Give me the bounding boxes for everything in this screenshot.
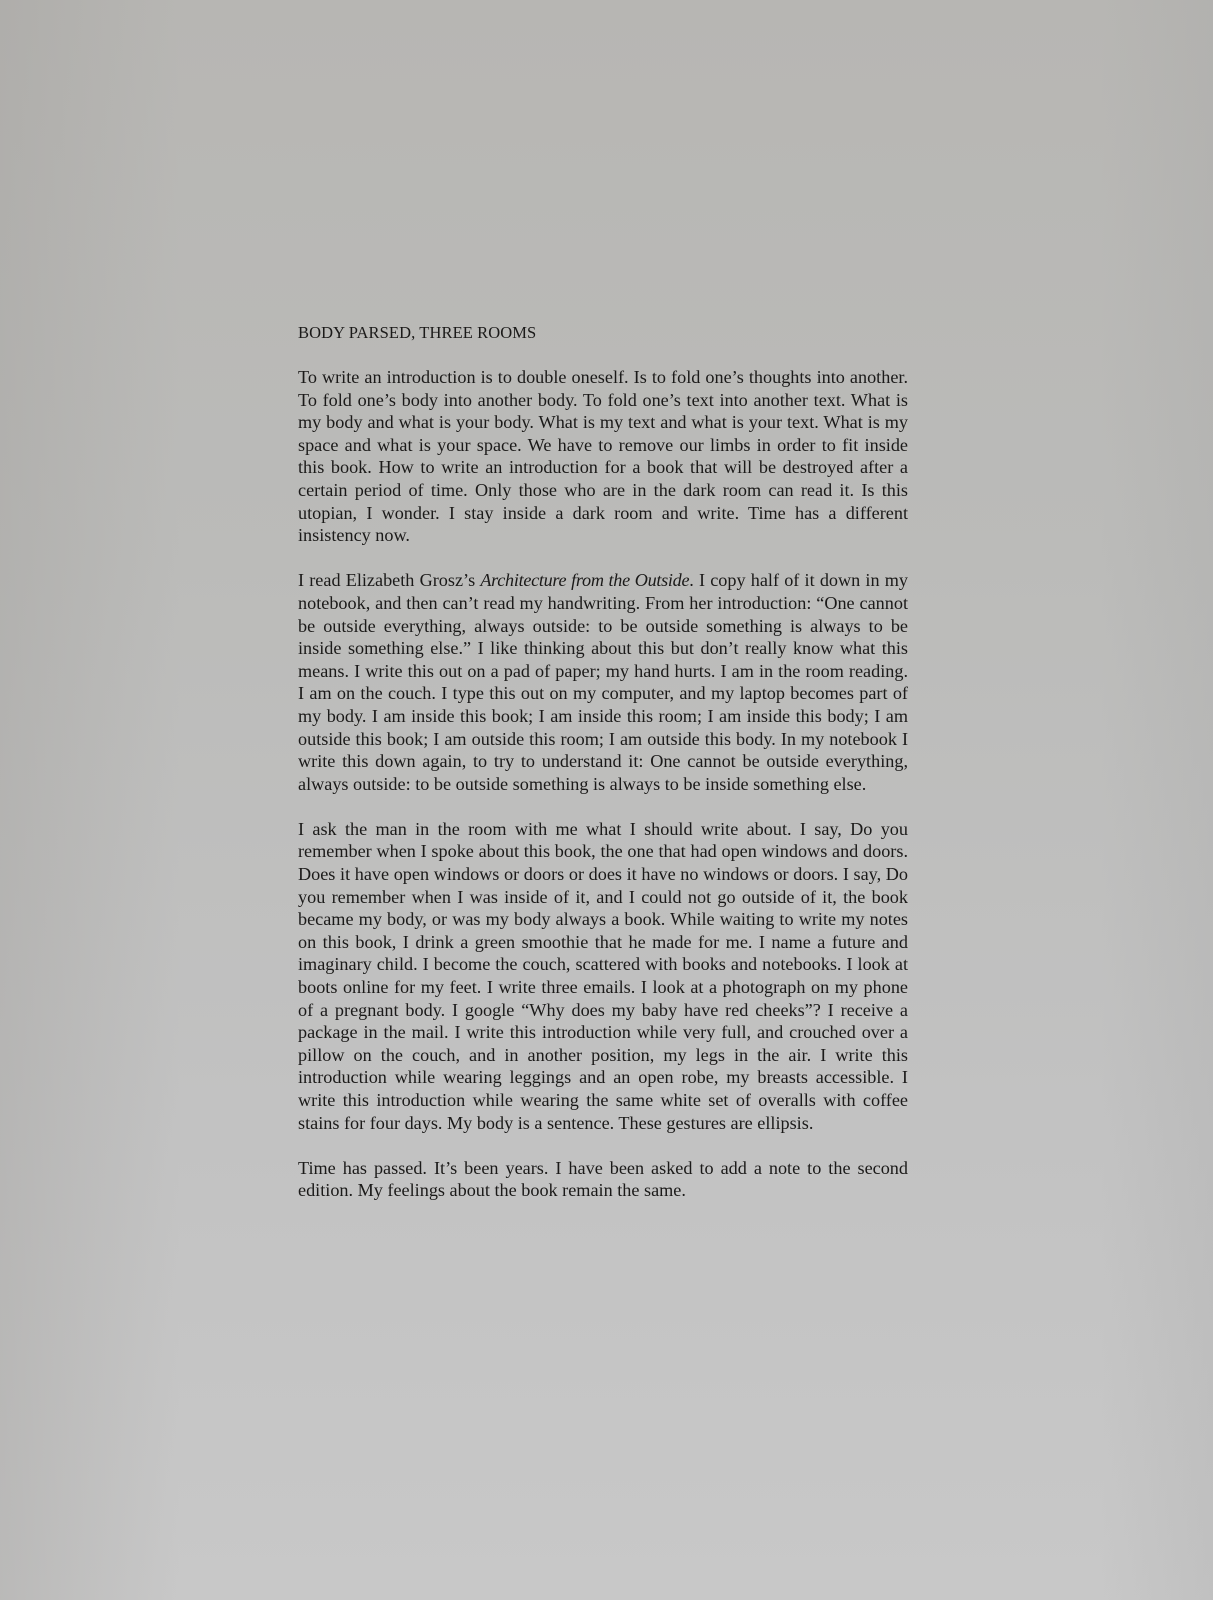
book-title-italic: Architecture from the Outside (480, 570, 690, 591)
paragraph-grosz-rest: . I copy half of it down in my notebook, and then can’t read my handwriting. From her introduction: “One cannot be outside everything, always outside: to be outside something is always to be inside something else.” I like thinking about this but don’t really know what this means. I write this out on a pad of paper; my hand hurts. I am in the room reading. I am on the couch. I type this out on my computer, and my laptop becomes part of my body. I am inside this book; I am inside this room; I am inside this body; I am outside this book; I am outside this room; I am outside this body. In my notebook I write this down again, to try to understand it: One cannot be outside everything, always outside: to be outside something is always to be inside something else. (298, 570, 909, 794)
paragraph-introduction: To write an introduction is to double oneself. Is to fold one’s thoughts into another. To fold one’s body into another body. To fold one’s text into another text. What is my body and what is your body. What is my text and what is your text. What is my space and what is your space. We have to remove our limbs in order to fit inside this book. How to write an introduction for a book that will be destroyed after a certain period of time. Only those who are in the dark room can read it. Is this utopian, I wonder. I stay inside a dark room and write. Time has a different insistency now. (298, 367, 908, 546)
document-page (298, 322, 908, 1225)
paragraph-grosz (298, 569, 908, 795)
paragraph-grosz-lead: I read Elizabeth Grosz’s (298, 570, 481, 591)
paragraph-man-in-room: I ask the man in the room with me what I should write about. I say, Do you remember when I spoke about this book, the one that had open windows and doors. Does it have open windows or doors or does it have no windows or doors. I say, Do you remember when I was inside of it, and I could not go outside of it, the book became my body, or was my body always a book. While waiting to write my notes on this book, I drink a green smoothie that he made for me. I name a future and imaginary child. I become the couch, scattered with books and notebooks. I look at boots online for my feet. I write three emails. I look at a photograph on my phone of a pregnant body. I google “Why does my baby have red cheeks”? I receive a package in the mail. I write this introduction while very full, and crouched over a pillow on the couch, and in another position, my legs in the air. I write this introduction while wearing leggings and an open robe, my breasts accessible. I write this introduction while wearing the same white set of overalls with coffee stains for four days. My body is a sentence. These gestures are ellipsis. (298, 818, 908, 1133)
document-title: BODY PARSED, THREE ROOMS (298, 323, 537, 342)
paragraph-second-edition-note: Time has passed. It’s been years. I have been asked to add a note to the second edition. My feelings about the book remain the same. (298, 1157, 908, 1201)
